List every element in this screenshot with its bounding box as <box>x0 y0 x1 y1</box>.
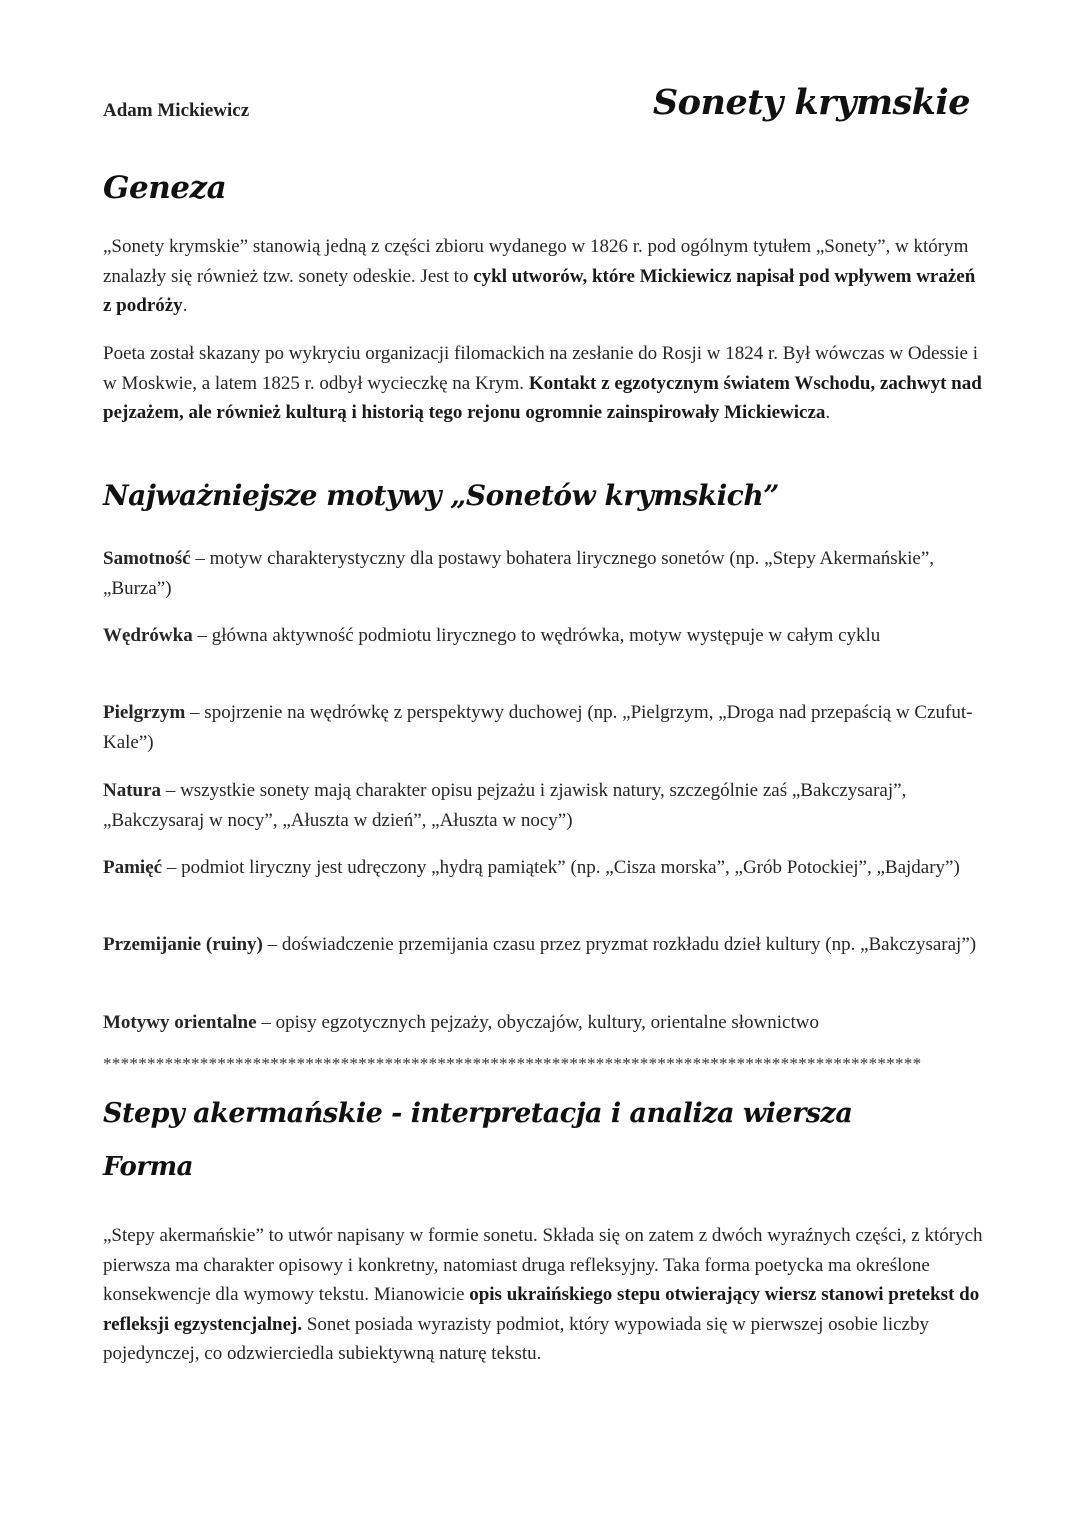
document-title: Sonety krymskie <box>652 82 970 123</box>
motif-item <box>103 1008 983 1038</box>
motif-description: – doświadczenie przemijania czasu przez pryzmat rozkładu dzieł kultury (np. „Bakczysaraj”) <box>262 934 977 955</box>
motif-term: Motywy orientalne <box>103 1012 257 1033</box>
motif-description: – wszystkie sonety mają charakter opisu pejzażu i zjawisk natury, szczególnie zaś „Bakczysaraj”, „Bakczysaraj w nocy”, „Ałuszta w dzień”, „Ałuszta w nocy”) <box>103 780 907 831</box>
motif-term: Samotność <box>103 548 191 569</box>
motif-item <box>103 698 983 757</box>
motif-description: – motyw charakterystyczny dla postawy bohatera lirycznego sonetów (np. „Stepy Akermańskie”, „Burza”) <box>103 548 935 599</box>
geneza-paragraph-1: „Sonety krymskie” stanowią jedną z części zbioru wydanego w 1826 r. pod ogólnym tytułem „Sonety”, w którym znalazły się również tzw. sonety odeskie. Jest to cykl utworów, które Mickiewicz napisał pod wpływem wrażeń z podróży. <box>103 236 976 316</box>
motif-term: Pamięć <box>103 857 163 878</box>
motif-item <box>103 930 983 960</box>
forma-paragraph: „Stepy akermańskie” to utwór napisany w formie sonetu. Składa się on zatem z dwóch wyraźnych części, z których pierwsza ma charakter opisowy i konkretny, natomiast druga refleksyjny. Taka forma poetycka ma określone konsekwencje dla wymowy tekstu. Mianowicie opis ukraińskiego stepu otwierający wiersz stanowi pretekst do refleksji egzystencjalnej. Sonet posiada wyrazisty podmiot, który wypowiada się w pierwszej osobie liczby pojedynczej, co odzwierciedla subiektywną naturę tekstu. <box>103 1225 983 1364</box>
motif-term: Wędrówka <box>103 625 193 646</box>
motif-description: – opisy egzotycznych pejzaży, obyczajów, kultury, orientalne słownictwo <box>256 1012 819 1033</box>
motif-item <box>103 544 983 603</box>
motif-item <box>103 776 983 835</box>
motif-term: Przemijanie (ruiny) <box>103 934 263 955</box>
geneza-paragraph-2: Poeta został skazany po wykryciu organizacji filomackich na zesłanie do Rosji w 1824 r. Był wówczas w Odessie i w Moskwie, a latem 1825 r. odbył wycieczkę na Krym. Kontakt z egzotycznym światem Wschodu, zachwyt nad pejzażem, ale również kulturą i historią tego rejonu ogromnie zainspirowały Mickiewicza. <box>103 343 982 423</box>
heading-geneza: Geneza <box>103 170 227 206</box>
subheading-forma: Forma <box>103 1152 193 1182</box>
heading-motywy: Najważniejsze motywy „Sonetów krymskich” <box>103 479 779 512</box>
motif-description: – spojrzenie na wędrówkę z perspektywy duchowej (np. „Pielgrzym, „Droga nad przepaścią w Czufut-Kale”) <box>103 702 973 753</box>
author-name: Adam Mickiewicz <box>103 100 250 121</box>
motif-term: Pielgrzym <box>103 702 186 723</box>
motif-item <box>103 621 983 651</box>
motif-term: Natura <box>103 780 162 801</box>
heading-stepy-akermanskie: Stepy akermańskie - interpretacja i analiza wiersza <box>103 1098 853 1129</box>
asterisk-separator: ********************************************************************************************* <box>103 1054 922 1073</box>
motif-description: – główna aktywność podmiotu lirycznego to wędrówka, motyw występuje w całym cyklu <box>192 625 881 646</box>
motif-description: – podmiot liryczny jest udręczony „hydrą pamiątek” (np. „Cisza morska”, „Grób Potockiej”, „Bajdary”) <box>162 857 960 878</box>
motif-item <box>103 853 983 883</box>
